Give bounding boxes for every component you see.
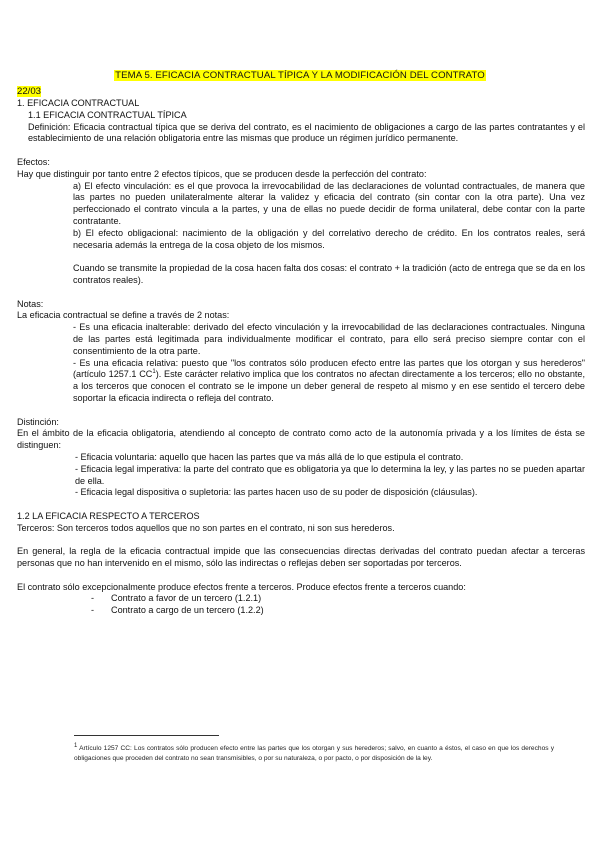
notas-intro: La eficacia contractual se define a través de 2 notas: (17, 310, 230, 321)
list-item-text: Contrato a favor de un tercero (1.2.1) (111, 593, 262, 604)
notas-label: Notas: (17, 298, 44, 309)
footnote-number: 1 (74, 742, 78, 749)
footnote-divider (74, 735, 219, 736)
terceros-paragraph: Terceros: Son terceros todos aquellos que no son partes en el contrato, ni son sus herederos. (17, 522, 395, 533)
document-body (17, 98, 585, 617)
distincion-item-1: - Eficacia voluntaria: aquello que hacen las partes que va más allá de lo que estipula el contrato. (75, 451, 464, 462)
efectos-label: Efectos: (17, 156, 50, 167)
footnote-ref[interactable]: 1 (152, 369, 156, 376)
date-text: 22/03 (17, 86, 42, 97)
propiedad-paragraph: Cuando se transmite la propiedad de la cosa hacen falta dos cosas: el contrato + la tradición (acto de entrega que se da en los contratos reales). (73, 263, 585, 285)
efecto-b-paragraph: b) El efecto obligacional: nacimiento de la obligación y del correlativo derecho de crédito. En los contratos reales, será necesaria además la entrega de la cosa objeto de los mismos. (73, 227, 585, 250)
list-dash: - (91, 605, 95, 616)
date-label (17, 86, 41, 98)
section-1-heading: 1. EFICACIA CONTRACTUAL (17, 98, 140, 108)
nota-2-paragraph (17, 358, 585, 405)
efecto-a-paragraph: a) El efecto vinculación: es el que provoca la irrevocabilidad de las declaraciones de voluntad contractuales, de manera que las partes no pueden unilateralmente alterar la validez y eficacia del contrato (sin contar con la otra parte). Una vez perfeccionado el contrato vincula a la partes, y una de ellas no puede decidir de forma unilateral, debe contar con la parte contratante. (73, 180, 585, 226)
footnote (74, 744, 554, 764)
nota-1-paragraph: - Es una eficacia inalterable: derivado del efecto vinculación y la irrevocabilidad de las declaraciones contractuales. Ninguna de las partes está legitimada para individualmente modificar el contrato, para ello será preciso siempre contar con el consentimiento de la otra parte. (73, 322, 585, 356)
distincion-item-2: - Eficacia legal imperativa: la parte del contrato que es obligatoria ya que lo determina la ley, y las partes no se pueden apartar de ella. (75, 463, 585, 486)
list-item (91, 593, 585, 605)
list-item-text: Contrato a cargo de un tercero (1.2.2) (111, 605, 264, 616)
footnote-text: Artículo 1257 CC: Los contratos sólo producen efecto entre las partes que los otorgan y sus herederos; salvo, en cuanto a éstos, el caso en que los derechos y obligaciones que proceden del contrato no sean transmisibles, o por su naturaleza, o por pacto, o por disposición de la ley. (74, 745, 554, 762)
nota-2-text-a: - Es una eficacia relativa: puesto que "los contratos sólo producen efecto entre las partes que los otorgan y sus herederos" (artículo 1257.1 CC (73, 357, 585, 380)
casos-list (17, 593, 585, 617)
distincion-label: Distinción: (17, 416, 59, 427)
excepcional-paragraph: El contrato sólo excepcionalmente produce efectos frente a terceros. Produce efectos frente a terceros cuando: (17, 581, 466, 592)
section-1-1-heading: 1.1 EFICACIA CONTRACTUAL TÍPICA (28, 109, 187, 120)
efectos-intro: Hay que distinguir por tanto entre 2 efectos típicos, que se producen desde la perfección del contrato: (17, 168, 427, 179)
distincion-item-3: - Eficacia legal dispositiva o supletoria: las partes hacen uso de su poder de disposición (cláusulas). (75, 487, 478, 498)
document-title (0, 69, 600, 82)
definition-paragraph: Definición: Eficacia contractual típica que se deriva del contrato, es el nacimiento de obligaciones a cargo de las partes contratantes y el establecimiento de una relación obligatoria entre las mismas que produce un régimen jurídico permanente. (28, 121, 585, 144)
regla-paragraph: En general, la regla de la eficacia contractual impide que las consecuencias directas derivadas del contrato puedan afectar a terceras personas que no han intervenido en el mismo, sólo las indirectas o reflejas deben ser soportadas por terceros. (17, 546, 585, 569)
nota-2-text-b: ). Este carácter relativo implica que los contratos no afectan directamente a los terceros; ello no obstante, a los terceros que conocen el contrato se le impone un deber general de respeto al mismo y en ese sentido el tercero debe soportar la eficacia indirecta o refleja del contrato. (73, 369, 585, 403)
list-dash: - (91, 593, 95, 604)
section-1-2-heading: 1.2 LA EFICACIA RESPECTO A TERCEROS (17, 510, 200, 521)
title-text: TEMA 5. EFICACIA CONTRACTUAL TÍPICA Y LA MODIFICACIÓN DEL CONTRATO (115, 70, 485, 81)
list-item (91, 605, 585, 617)
distincion-intro: En el ámbito de la eficacia obligatoria, atendiendo al concepto de contrato como acto de la autonomía privada y a los límites de ésta se distinguen: (17, 428, 585, 451)
